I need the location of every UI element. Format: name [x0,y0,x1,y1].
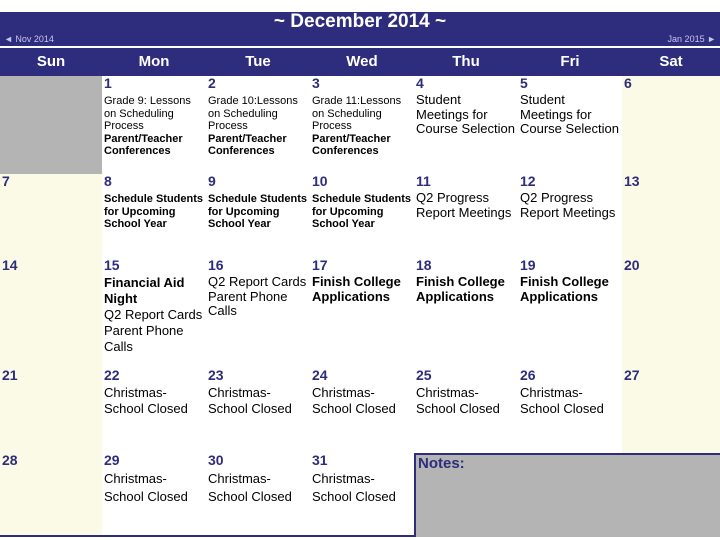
day-cell[interactable] [310,258,416,370]
next-month-link[interactable]: Jan 2015 ► [667,34,716,44]
day-number: 13 [624,174,640,189]
event-text: Christmas- School Closed [416,385,500,416]
event-text: Schedule Students for Upcoming School Year [104,193,204,230]
prev-month-link[interactable]: ◄ Nov 2014 [4,34,54,44]
day-cell-weekend[interactable] [622,76,720,176]
day-number: 20 [624,258,640,273]
day-number: 22 [104,368,120,383]
event-text: Schedule Students for Upcoming School Year [312,193,412,230]
day-number: 10 [312,174,328,189]
event-text: Q2 Progress Report Meetings [520,190,616,220]
day-number: 24 [312,368,328,383]
day-number: 3 [312,76,320,91]
event-text: Finish College Applications [312,274,401,304]
event-text: Grade 11:Lessons on Scheduling Process Parent/Teacher Conferences [312,95,402,157]
day-number: 8 [104,174,112,189]
day-cell[interactable] [206,258,312,370]
day-cell[interactable] [102,453,208,537]
day-cell[interactable] [206,76,312,176]
day-number: 21 [2,368,18,383]
event-text: Financial Aid Night Q2 Report Cards Parent Phone Calls [104,275,203,354]
day-number: 6 [624,76,632,91]
day-number: 27 [624,368,640,383]
day-cell-weekend[interactable] [0,258,104,370]
day-cell[interactable] [414,174,520,260]
day-cell-weekend[interactable] [0,453,104,537]
event-text: Schedule Students for Upcoming School Year [208,193,308,230]
day-number: 7 [2,174,10,189]
day-number: 1 [104,76,112,91]
day-number: 17 [312,258,328,273]
event-text: Q2 Progress Report Meetings [416,190,512,220]
day-number: 19 [520,258,536,273]
notes-label: Notes: [418,455,465,472]
day-number: 11 [416,174,431,189]
event-text: Christmas- School Closed [312,471,396,504]
day-number: 12 [520,174,536,189]
day-number: 18 [416,258,432,273]
day-number: 2 [208,76,216,91]
day-number: 4 [416,76,424,91]
day-header-tue: Tue [206,48,310,76]
day-header-sat: Sat [622,48,720,76]
event-text: Grade 10:Lessons on Scheduling Process Parent/Teacher Conferences [208,95,298,157]
event-text: Christmas- School Closed [104,471,188,504]
event-text: Christmas- School Closed [208,471,292,504]
event-text: Student Meetings for Course Selection [416,92,515,136]
day-cell[interactable] [518,76,624,176]
day-number: 5 [520,76,528,91]
day-cell[interactable] [310,174,416,260]
month-title: ~ December 2014 ~ [273,11,447,32]
day-number: 28 [2,453,18,468]
day-cell[interactable] [206,174,312,260]
day-cell-weekend[interactable] [0,174,104,260]
day-cell[interactable] [102,76,208,176]
day-cell-weekend[interactable] [0,368,104,455]
day-cell-weekend[interactable] [622,368,720,455]
day-number: 14 [2,258,18,273]
day-cell[interactable] [102,368,208,455]
day-cell-empty [0,76,104,176]
day-number: 29 [104,453,120,468]
day-header-fri: Fri [518,48,622,76]
day-header-wed: Wed [310,48,414,76]
day-cell[interactable] [518,174,624,260]
event-text: Christmas- School Closed [312,385,396,416]
notes-area[interactable] [416,453,720,537]
event-text: Finish College Applications [520,274,609,304]
event-text: Christmas- School Closed [520,385,604,416]
day-header-thu: Thu [414,48,518,76]
day-cell[interactable] [310,76,416,176]
day-number: 9 [208,174,216,189]
day-cell[interactable] [310,368,416,455]
day-header-sun: Sun [0,48,102,76]
day-number: 31 [312,453,328,468]
event-text: Grade 9: Lessons on Scheduling Process Parent/Teacher Conferences [104,95,191,157]
event-text: Q2 Report Cards Parent Phone Calls [208,274,307,318]
day-cell[interactable] [102,258,208,370]
event-text: Student Meetings for Course Selection [520,92,619,136]
day-number: 16 [208,258,224,273]
day-number: 30 [208,453,224,468]
day-cell-weekend[interactable] [622,258,720,370]
event-text: Christmas- School Closed [208,385,292,416]
day-cell[interactable] [414,258,520,370]
day-cell[interactable] [518,258,624,370]
day-number: 25 [416,368,432,383]
day-cell-weekend[interactable] [622,174,720,260]
day-cell[interactable] [414,368,520,455]
day-number: 26 [520,368,536,383]
event-text: Christmas- School Closed [104,385,188,416]
day-header-mon: Mon [102,48,206,76]
day-number: 15 [104,258,120,273]
day-cell[interactable] [102,174,208,260]
day-cell[interactable] [206,453,312,537]
day-cell[interactable] [206,368,312,455]
event-text: Finish College Applications [416,274,505,304]
day-cell[interactable] [414,76,520,176]
day-cell[interactable] [518,368,624,455]
day-number: 23 [208,368,224,383]
day-cell[interactable] [310,453,416,537]
